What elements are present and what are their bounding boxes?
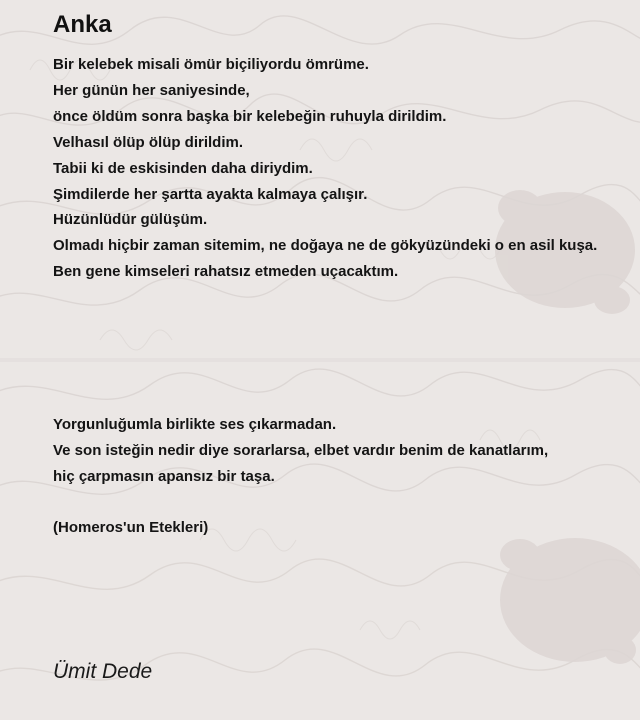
poem-first-section: [53, 10, 613, 285]
poem-line: Olmadı hiçbir zaman sitemim, ne doğaya ne de gökyüzündeki o en asil kuşa.: [53, 237, 598, 255]
poem-line: Tabii ki de eskisinden daha diriydim.: [53, 159, 313, 177]
poem-title: Anka: [53, 11, 112, 38]
poem-line: Ben gene kimseleri rahatsız etmeden uçacaktım.: [53, 263, 399, 281]
poem-author: Ümit Dede: [53, 660, 153, 683]
poem-line: Hüzünlüdür gülüşüm.: [53, 211, 208, 229]
poem-line: hiç çarpmasın apansız bir taşa.: [53, 467, 275, 485]
stanza-1: [53, 52, 613, 285]
poem-line: önce öldüm sonra başka bir kelebeğin ruhuyla dirildim.: [53, 107, 447, 125]
poem-line: Ve son isteğin nedir diye sorarlarsa, elbet vardır benim de kanatlarım,: [53, 441, 549, 459]
poem-line: Şimdilerde her şartta ayakta kalmaya çalışır.: [53, 185, 368, 203]
poem-source: (Homeros'un Etekleri): [53, 519, 209, 536]
stanza-2: [53, 412, 613, 490]
poem-line: Velhasıl ölüp ölüp dirildim.: [53, 133, 244, 151]
poem-line: Bir kelebek misali ömür biçiliyordu ömrüme.: [53, 56, 369, 73]
poem-line: Yorgunluğumla birlikte ses çıkarmadan.: [53, 416, 337, 433]
poem-line: Her günün her saniyesinde,: [53, 81, 250, 99]
